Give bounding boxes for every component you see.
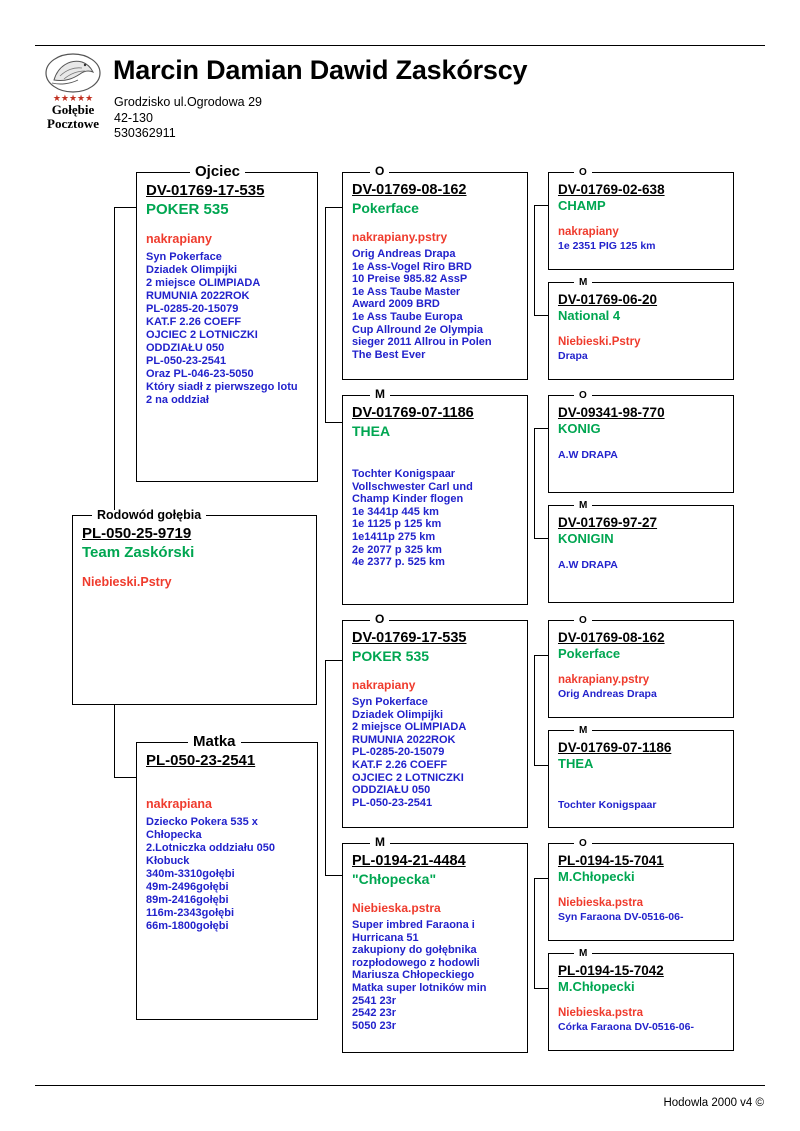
mf-notes: Syn Pokerface Dziadek Olimpijki 2 miejsce OLIMPIADA RUMUNIA 2022ROK PL-0285-20-15079 KAT.F 2.26 COEFF OJCIEC 2 LOTNICZKI ODDZIAŁU 050 PL-050-23-2541 bbox=[352, 696, 467, 809]
pedigree-box-mmm[interactable] bbox=[548, 953, 734, 1051]
pedigree-box-fff[interactable] bbox=[548, 172, 734, 270]
pedigree-box-mother[interactable] bbox=[136, 742, 318, 1020]
pedigree-box-mother-mother[interactable] bbox=[342, 843, 528, 1053]
pedigree-box-father[interactable] bbox=[136, 172, 318, 482]
connector bbox=[534, 988, 548, 989]
footer-divider bbox=[35, 1085, 765, 1086]
owner-address bbox=[114, 95, 262, 142]
father-name: POKER 535 bbox=[146, 201, 229, 218]
connector bbox=[534, 205, 548, 206]
mm-notes: Super imbred Faraona i Hurricana 51 zakupiony do gołębnika rozpłodowego z hodowli Mariusza Chłopeckiego Matka super lotników min 2541 23r 2542 23r 5050 23r bbox=[352, 919, 487, 1032]
connector bbox=[534, 205, 535, 315]
connector bbox=[534, 765, 548, 766]
mmm-ring: PL-0194-15-7042 bbox=[558, 963, 664, 978]
mff-ring: DV-01769-08-162 bbox=[558, 630, 665, 645]
fff-label: O bbox=[574, 167, 592, 178]
mmm-color: Niebieska.pstra bbox=[558, 1007, 644, 1019]
ffm-ring: DV-01769-06-20 bbox=[558, 292, 658, 307]
ff-label: O bbox=[370, 166, 389, 177]
address-line1: Grodzisko ul.Ogrodowa 29 bbox=[114, 95, 262, 109]
fm-name: THEA bbox=[352, 423, 391, 439]
father-color: nakrapiany bbox=[146, 232, 213, 246]
mother-label: Matka bbox=[188, 736, 241, 747]
father-label: Ojciec bbox=[190, 166, 245, 177]
mf-color: nakrapiany bbox=[352, 678, 416, 692]
connector bbox=[534, 428, 548, 429]
mm-ring: PL-0194-21-4484 bbox=[352, 853, 466, 869]
mf-ring: DV-01769-17-535 bbox=[352, 630, 467, 646]
ffm-color: Niebieski.Pstry bbox=[558, 336, 641, 348]
header-divider-top bbox=[35, 45, 765, 46]
mfm-ring: DV-01769-07-1186 bbox=[558, 740, 672, 755]
connector bbox=[114, 207, 136, 208]
mother-notes: Dziecko Pokera 535 x Chłopecka 2.Lotniczka oddziału 050 Kłobuck 340m-3310gołębi 49m-2496gołębi 89m-2416gołębi 116m-2343gołębi 66m-1800gołębi bbox=[146, 816, 275, 932]
connector bbox=[325, 660, 326, 875]
ff-notes: Orig Andreas Drapa 1e Ass-Vogel Riro BRD 10 Preise 985.82 AssP 1e Ass Taube Master Award 2009 BRD 1e Ass Taube Europa Cup Allround 2e Olympia sieger 2011 Allrou in Polen The Best Ever bbox=[352, 248, 492, 361]
fmf-notes: A.W DRAPA bbox=[558, 449, 618, 461]
fff-name: CHAMP bbox=[558, 198, 606, 213]
mmf-label: O bbox=[574, 838, 592, 849]
mfm-name: THEA bbox=[558, 756, 594, 771]
subject-name: Team Zaskórski bbox=[82, 544, 195, 561]
ff-ring: DV-01769-08-162 bbox=[352, 182, 467, 198]
ffm-name: National 4 bbox=[558, 308, 621, 323]
fmm-name: KONIGIN bbox=[558, 531, 614, 546]
ffm-notes: Drapa bbox=[558, 350, 588, 362]
connector bbox=[325, 422, 342, 423]
mmf-name: M.Chłopecki bbox=[558, 869, 635, 884]
mfm-label: M bbox=[574, 725, 592, 736]
mmf-ring: PL-0194-15-7041 bbox=[558, 853, 664, 868]
mmm-notes: Córka Faraona DV-0516-06- bbox=[558, 1021, 694, 1033]
logo-text-line1: Gołębie bbox=[51, 102, 95, 117]
mmf-notes: Syn Faraona DV-0516-06- bbox=[558, 911, 684, 923]
footer-credit: Hodowla 2000 v4 © bbox=[663, 1097, 764, 1109]
connector bbox=[325, 875, 342, 876]
fmf-name: KONIG bbox=[558, 421, 601, 436]
connector bbox=[325, 660, 342, 661]
connector bbox=[534, 315, 548, 316]
connector bbox=[325, 207, 342, 208]
address-line2: 42-130 bbox=[114, 110, 153, 125]
subject-label: Rodowód gołębia bbox=[92, 510, 206, 521]
club-logo bbox=[38, 52, 108, 131]
logo-text-line2: Pocztowe bbox=[47, 116, 99, 131]
fm-label: M bbox=[370, 389, 390, 400]
mother-color: nakrapiana bbox=[146, 797, 213, 811]
mff-name: Pokerface bbox=[558, 646, 621, 661]
fff-notes: 1e 2351 PIG 125 km bbox=[558, 240, 656, 252]
ff-color: nakrapiany.pstry bbox=[352, 230, 448, 244]
fmm-ring: DV-01769-97-27 bbox=[558, 515, 658, 530]
connector bbox=[534, 538, 548, 539]
father-ring: DV-01769-17-535 bbox=[146, 182, 265, 199]
pedigree-box-mother-father[interactable] bbox=[342, 620, 528, 828]
father-notes: Syn Pokerface Dziadek Olimpijki 2 miejsce OLIMPIADA RUMUNIA 2022ROK PL-0285-20-15079 KAT.F 2.26 COEFF OJCIEC 2 LOTNICZKI ODDZIAŁU 050 PL-050-23-2541 Oraz PL-046-23-5050 Który siadł z pierwszego lotu 2 na oddział bbox=[146, 251, 298, 406]
mf-name: POKER 535 bbox=[352, 648, 430, 664]
pigeon-icon bbox=[44, 52, 102, 94]
mf-label: O bbox=[370, 614, 389, 625]
pedigree-box-fmf[interactable] bbox=[548, 395, 734, 493]
pedigree-box-ffm[interactable] bbox=[548, 282, 734, 380]
pedigree-box-mfm[interactable] bbox=[548, 730, 734, 828]
fff-ring: DV-01769-02-638 bbox=[558, 182, 665, 197]
fff-color: nakrapiany bbox=[558, 226, 619, 238]
fmm-notes: A.W DRAPA bbox=[558, 559, 618, 571]
mfm-notes: Tochter Konigspaar bbox=[558, 799, 657, 811]
logo-stars: ★★★★★ bbox=[52, 93, 94, 103]
mmm-name: M.Chłopecki bbox=[558, 979, 635, 994]
mff-label: O bbox=[574, 615, 592, 626]
mmm-label: M bbox=[574, 948, 592, 959]
mff-color: nakrapiany.pstry bbox=[558, 674, 650, 686]
ff-name: Pokerface bbox=[352, 200, 419, 216]
pedigree-box-father-father[interactable] bbox=[342, 172, 528, 380]
connector bbox=[325, 207, 326, 422]
owner-phone: 530362911 bbox=[114, 126, 176, 140]
mmf-color: Niebieska.pstra bbox=[558, 897, 644, 909]
ffm-label: M bbox=[574, 277, 592, 288]
subject-ring: PL-050-25-9719 bbox=[82, 525, 192, 542]
pedigree-box-mff[interactable] bbox=[548, 620, 734, 718]
fm-notes: Tochter Konigspaar Vollschwester Carl und Champ Kinder flogen 1e 3441p 445 km 1e 1125 p 125 km 1e1411p 275 km 2e 2077 p 325 km 4e 2377 p. 525 km bbox=[352, 468, 473, 569]
pedigree-box-subject[interactable] bbox=[72, 515, 317, 705]
fmm-label: M bbox=[574, 500, 592, 511]
connector bbox=[534, 655, 535, 765]
mother-ring: PL-050-23-2541 bbox=[146, 752, 256, 769]
fm-ring: DV-01769-07-1186 bbox=[352, 405, 474, 421]
mm-color: Niebieska.pstra bbox=[352, 901, 441, 915]
mm-label: M bbox=[370, 837, 390, 848]
mm-name: "Chłopecka" bbox=[352, 871, 437, 887]
pedigree-box-mmf[interactable] bbox=[548, 843, 734, 941]
connector bbox=[534, 655, 548, 656]
connector bbox=[534, 428, 535, 538]
fmf-label: O bbox=[574, 390, 592, 401]
mff-notes: Orig Andreas Drapa bbox=[558, 688, 657, 700]
pedigree-box-fmm[interactable] bbox=[548, 505, 734, 603]
connector bbox=[534, 878, 535, 988]
subject-color: Niebieski.Pstry bbox=[82, 575, 172, 589]
fmf-ring: DV-09341-98-770 bbox=[558, 405, 665, 420]
connector bbox=[114, 777, 136, 778]
connector bbox=[534, 878, 548, 879]
owner-name: Marcin Damian Dawid Zaskórscy bbox=[113, 55, 528, 85]
pedigree-box-father-mother[interactable] bbox=[342, 395, 528, 605]
